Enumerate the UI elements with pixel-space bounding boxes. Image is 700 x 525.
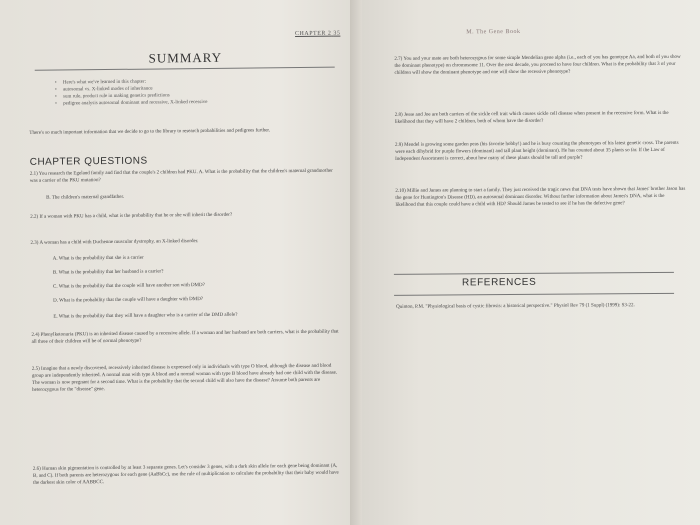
running-head-right: M. The Gene Book bbox=[466, 28, 521, 36]
question-2-3-b: B. What is the probability that her husband is a carrier? bbox=[52, 269, 164, 276]
question-2-8: 2.8) Jesse and Joe are both carriers of the sickle cell trait which causes sickle cell disease when present in the recessive form. What is the likelihood that they will have 2 children, both of whom have the disorder? bbox=[394, 110, 669, 125]
question-2-1-b: B. The children's maternal grandfather. bbox=[46, 194, 125, 201]
bullet-item: • autosomal vs. X-linked modes of inheritance bbox=[54, 86, 153, 93]
right-page bbox=[372, 0, 694, 525]
summary-paragraph: There's so much important information that we decide to go to the library to research probabilities and pedigrees further. bbox=[29, 128, 271, 136]
references-heading: REFERENCES bbox=[461, 276, 537, 289]
question-2-3-e: E. What is the probability that they will have a daughter who is a carrier of the DMD allele? bbox=[53, 312, 238, 320]
question-2-5: 2.5) Imagine that a newly discovered, recessively inherited disease is expressed only in individuals with type O blood, although the disease and blood group are independently inherited. A normal man with type A blood and a normal woman with type B blood have already had one child with the disease. The woman is now pregnant for a second time. What is the probability that the second child will also have the disease? Assume both parents are heterozygous for the "disease" gene. bbox=[31, 363, 338, 393]
bullet-item: • pedigree analysis autosomal dominant and recessive, X-linked recessive bbox=[55, 99, 208, 107]
chapter-questions-heading: CHAPTER QUESTIONS bbox=[29, 155, 148, 168]
bullet-item: • sum rule, product rule in making genetics predictions bbox=[54, 93, 170, 100]
question-2-2: 2.2) If a woman with PKU has a child, what is the probability that he or she will inherit the disorder? bbox=[30, 212, 233, 220]
question-2-3: 2.3) A woman has a child with Duchenne muscular dystrophy, an X-linked disorder. bbox=[30, 239, 199, 246]
question-2-4: 2.4) Phenylketonuria (PKU) is an inherited disease caused by a recessive allele. If a woman and her husband are both carriers, what is the probability that all three of their children will be of normal phenotype? bbox=[31, 329, 339, 345]
references-rule-top bbox=[394, 272, 674, 275]
question-2-3-c: C. What is the probability that the couple will have another son with DMD? bbox=[52, 283, 205, 290]
question-2-3-d: D. What is the probability that the couple will have a daughter with DMD? bbox=[53, 297, 204, 304]
left-page bbox=[14, 0, 355, 525]
question-2-1: 2.1) You research the Egeland family and find that the couple's 2 children had PKU. A. What is the probability that the children's maternal grandmother was a carrier of the PKU mutation? bbox=[29, 168, 333, 184]
running-head-left: CHAPTER 2 35 bbox=[294, 30, 341, 38]
summary-rule bbox=[35, 67, 335, 71]
references-rule-bottom bbox=[394, 293, 674, 296]
question-2-9: 2.9) Mendel is growing some garden peas (his favorite hobby!) and he is busy counting the phenotypes of his latest genetic cross. The parents were each dihybrid for purple flowers (dominant) and tall plant height (dominant). He has counted about 35 plants so far. If the Law of Independent Assortment is correct, about how many of these plants should be tall and purple? bbox=[394, 140, 679, 162]
question-2-10: 2.10) Millie and James are planning to start a family. They just received the tragic news that DNA tests have shown that James' brother Jason has the gene for Huntington's Disease (HD), an autosomal dominant disorder. Without further information about James's DNA, what is the likelihood that this couple could have a child with HD? Should James be tested to see if he has the defective gene? bbox=[395, 186, 686, 208]
summary-heading: SUMMARY bbox=[148, 49, 223, 66]
question-2-3-a: A. What is the probability that she is a carrier bbox=[52, 255, 144, 262]
reference-entry: Quinton, P.M. "Physiological basis of cystic fibrosis: a historical perspective." Physiol Rev 79 (1 Suppl) (1999): S3-22. bbox=[396, 303, 635, 310]
bullet-item: • Here's what we've learned in this chapter: bbox=[54, 79, 147, 86]
question-2-6: 2.6) Human skin pigmentation is controlled by at least 3 separate genes. Let's consider 3 genes, with a dark skin allele for each gene being dominant (A, B, and C). If both parents are heterozygous for each gene (AaBbCc), use the rule of multiplication to calculate the probability that their baby would have the darkest skin color of AABBCC. bbox=[32, 463, 339, 486]
summary-bullets bbox=[55, 77, 315, 108]
question-2-7: 2.7) You and your mate are both heterozygous for some simple Mendelian gene alpha (i.e., each of you has genotype Aa, and both of you show the dominant phenotype) on chromosome 11. Over the next decade, you proceed to have four children. What is the probability that 3 of your children will show the dominant phenotype and one will show the recessive phenotype? bbox=[394, 54, 681, 76]
